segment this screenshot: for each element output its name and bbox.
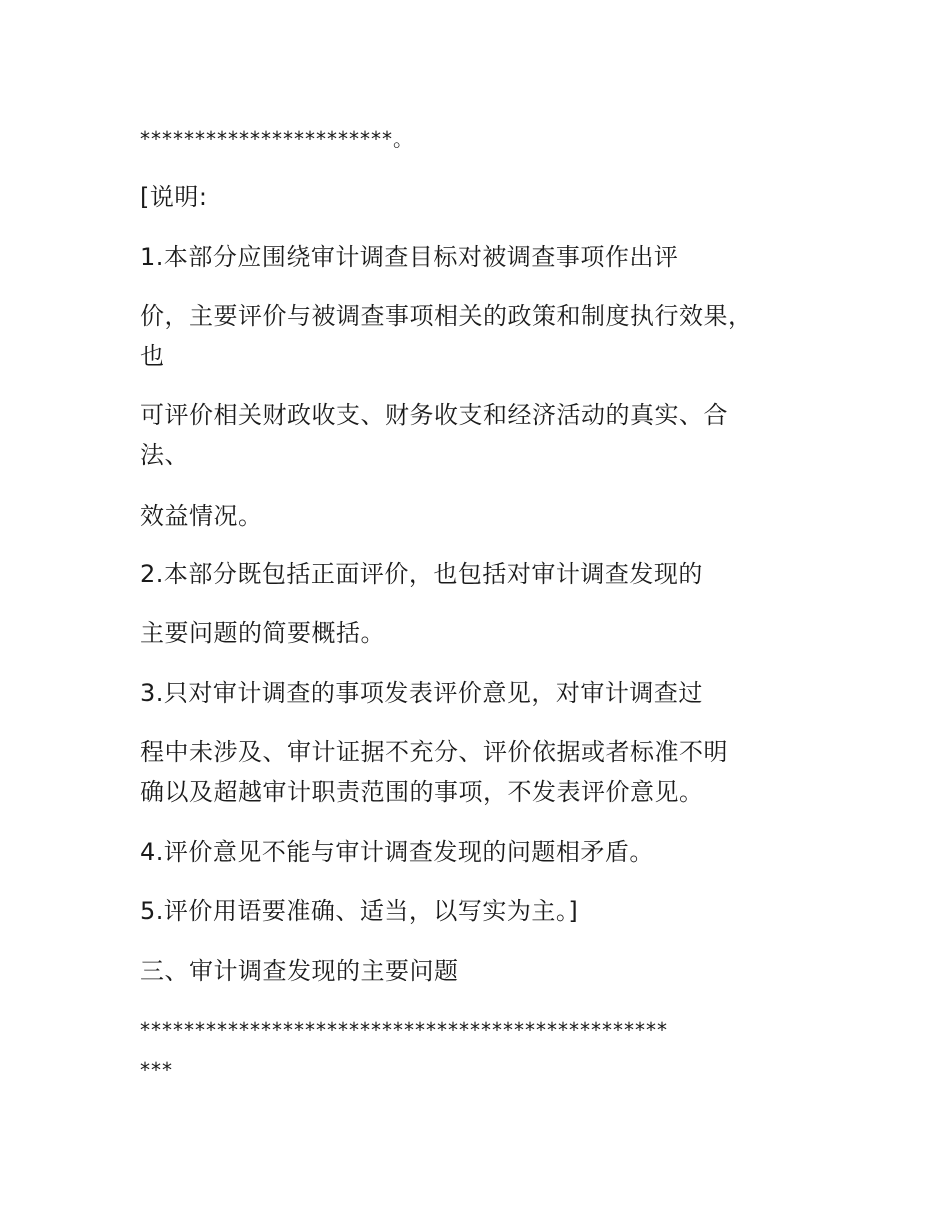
- section-three-heading: 三、审计调查发现的主要问题: [140, 957, 459, 985]
- note-item-3-line-3: 确以及超越审计职责范围的事项，不发表评价意见。: [140, 778, 704, 806]
- placeholder-stars-long-line: ************************************************: [140, 1018, 668, 1042]
- note-item-5-line: 5.评价用语要准确、适当，以写实为主。]: [140, 897, 579, 925]
- note-item-2-line-2: 主要问题的简要概括。: [140, 619, 385, 647]
- note-item-1-line-1: 1.本部分应围绕审计调查目标对被调查事项作出评: [140, 243, 679, 271]
- note-item-1-line-3: 也: [140, 342, 165, 370]
- note-item-2-line-1: 2.本部分既包括正面评价，也包括对审计调查发现的: [140, 560, 703, 588]
- placeholder-stars-short-line: ***: [140, 1058, 173, 1082]
- note-item-1-line-6: 效益情况。: [140, 502, 263, 530]
- note-item-1-line-2: 价，主要评价与被调查事项相关的政策和制度执行效果，: [140, 302, 753, 330]
- note-item-1-line-4: 可评价相关财政收支、财务收支和经济活动的真实、合: [140, 401, 728, 429]
- note-open-line: [说明:: [140, 183, 208, 211]
- note-item-4-line: 4.评价意见不能与审计调查发现的问题相矛盾。: [140, 838, 654, 866]
- placeholder-stars-line: ***********************。: [140, 127, 414, 151]
- note-item-3-line-2: 程中未涉及、审计证据不充分、评价依据或者标准不明: [140, 738, 728, 766]
- note-item-3-line-1: 3.只对审计调查的事项发表评价意见，对审计调查过: [140, 679, 703, 707]
- note-item-1-line-5: 法、: [140, 441, 189, 469]
